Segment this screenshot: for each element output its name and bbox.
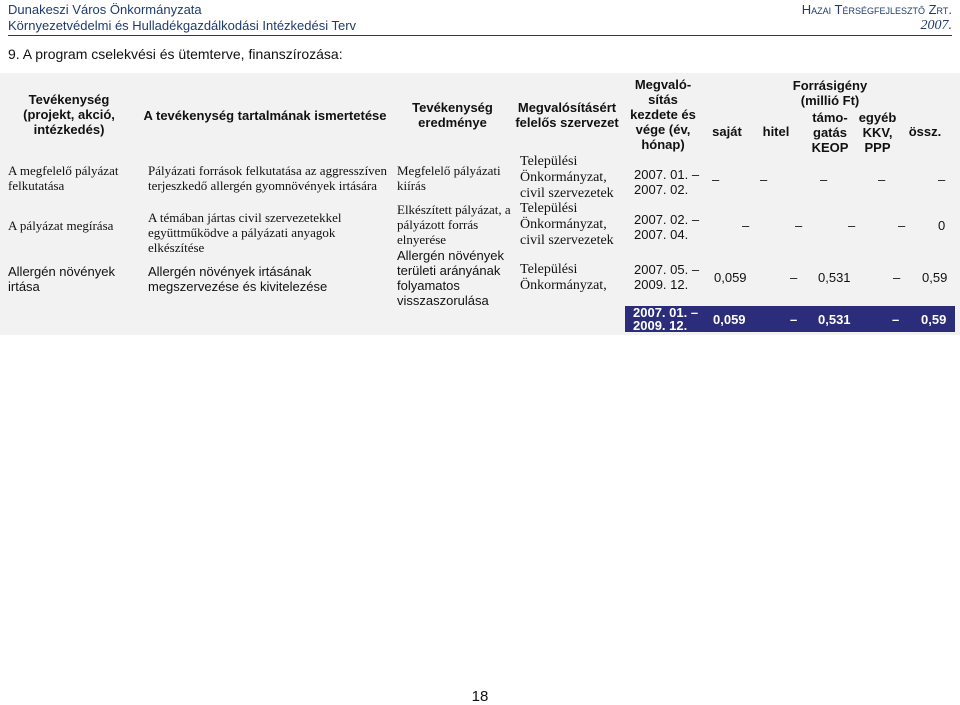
cell-line: visszaszorulása	[397, 293, 489, 308]
cell-line: 2007. 02.	[634, 182, 689, 197]
cell-line: civil szervezetek	[520, 186, 614, 201]
cell-line: 2009. 12.	[634, 277, 689, 292]
cell-line: 2007. 02. –	[634, 212, 700, 227]
section-title: 9. A program cselekvési és ütemterve, finanszírozása:	[8, 46, 343, 62]
table-row-3-result	[397, 248, 517, 308]
table-row-1-result	[397, 163, 512, 193]
cell-line: pályázott forrás	[397, 217, 479, 232]
cell-line: civil szervezetek	[520, 233, 614, 248]
cell-line: területi arányának	[397, 263, 501, 278]
header-plan: Környezetvédelmi és Hulladékgazdálkodási Intézkedési Terv	[8, 18, 357, 33]
table-row-1-responsible	[520, 154, 630, 202]
table-row-1-other: –	[878, 172, 886, 187]
table-row-3-loan: –	[790, 270, 798, 285]
page-header	[0, 0, 960, 36]
table-row-3-own: 0,059	[714, 270, 747, 285]
cell-line: irtása	[8, 279, 40, 294]
total-own: 0,059	[713, 312, 746, 327]
cell-line: felkutatása	[8, 178, 65, 193]
total-grant: 0,531	[818, 312, 851, 327]
col-header-funding-line: (millió Ft)	[800, 93, 860, 108]
col-header-result	[395, 100, 510, 130]
col-header-responsible-line: felelős szervezet	[515, 115, 619, 130]
cell-line: 2007. 04.	[634, 227, 689, 242]
col-header-result-line: Tevékenység	[412, 100, 493, 115]
col-header-description-line: A tevékenység tartalmának ismertetése	[143, 108, 387, 123]
col-header-timing-line: Megvaló-	[634, 77, 692, 92]
col-header-own: saját	[712, 124, 742, 139]
col-header-timing-line: kezdete és	[630, 107, 696, 122]
col-header-funding-line: Forrásigény	[792, 78, 868, 93]
cell-line: Önkormányzat,	[520, 170, 607, 185]
table-row-2-responsible	[520, 201, 630, 249]
table-row-3-activity	[8, 264, 138, 294]
col-header-activity	[4, 92, 134, 137]
cell-line: Megfelelő pályázati	[397, 163, 501, 178]
table-row-2-activity	[8, 218, 138, 233]
table-total-row	[625, 306, 955, 332]
col-header-other	[855, 110, 900, 155]
cell-line: A pályázat megírása	[8, 218, 114, 233]
table-row-3-other: –	[893, 270, 901, 285]
cell-line: elnyerése	[397, 232, 447, 247]
cell-line: 2007. 05. –	[634, 262, 700, 277]
page-number: 18	[471, 688, 489, 705]
col-header-description	[140, 108, 390, 123]
col-header-timing-line: hónap)	[641, 137, 685, 152]
cell-line: Allergén növények irtásának	[148, 264, 312, 279]
col-header-funding	[755, 78, 905, 108]
cell-line: A megfelelő pályázat	[8, 163, 119, 178]
table-row-3-timing	[634, 262, 714, 292]
table-row-1-loan: –	[760, 172, 768, 187]
col-header-loan: hitel	[762, 124, 790, 139]
table-row-1-timing	[634, 167, 714, 197]
col-header-other-line: egyéb	[858, 110, 897, 125]
col-header-responsible	[512, 100, 622, 130]
cell-line: 2007. 01. –	[634, 167, 700, 182]
table-row-2-other: –	[898, 218, 906, 233]
cell-line: Allergén növények	[8, 264, 115, 279]
cell-line: együttműködve a pályázati anyagok elkészítése	[148, 225, 336, 255]
total-loan: –	[790, 312, 798, 327]
table-row-3-total: 0,59	[922, 270, 948, 285]
table-row-1-total: –	[938, 172, 946, 187]
cell-line: terjeszkedő allergén gyomnövények irtására	[148, 178, 377, 193]
cell-line: megszervezése és kivitelezése	[148, 279, 328, 294]
col-header-other-line: KKV,	[862, 125, 893, 140]
table-row-1-activity	[8, 163, 138, 193]
cell-line: kiírás	[397, 178, 426, 193]
table-row-1-own: –	[712, 172, 720, 187]
col-header-activity-line: (projekt, akció,	[23, 107, 115, 122]
col-header-activity-line: Tevékenység	[28, 92, 110, 107]
cell-line: Települési	[520, 154, 578, 169]
table-row-3-responsible	[520, 262, 630, 294]
header-rule	[8, 35, 952, 36]
table-row-2-timing	[634, 212, 714, 242]
table-row-2-description	[148, 210, 393, 255]
cell-line: Elkészített pályázat, a	[397, 202, 511, 217]
table-row-2-total: 0	[938, 218, 946, 233]
col-header-grant	[805, 110, 855, 155]
table-row-2-result	[397, 202, 512, 247]
cell-line: Pályázati források felkutatása az aggresszíven	[148, 163, 387, 178]
cell-line: A témában jártas civil szervezetekkel	[148, 210, 342, 225]
col-header-activity-line: intézkedés)	[33, 122, 105, 137]
col-header-timing	[622, 77, 704, 152]
table-row-2-loan: –	[795, 218, 803, 233]
cell-line: folyamatos	[397, 278, 460, 293]
header-year: 2007.	[920, 18, 952, 33]
cell-line: Települési	[520, 262, 578, 277]
col-header-timing-line: sítás	[648, 92, 678, 107]
total-other: –	[892, 312, 900, 327]
col-header-grant-line: támo-	[812, 110, 848, 125]
table-row-3-description	[148, 264, 393, 294]
cell-line: Allergén növények	[397, 248, 504, 263]
cell-line: Önkormányzat,	[520, 278, 607, 293]
cell-line: 2009. 12.	[633, 318, 688, 333]
col-header-responsible-line: Megvalósításért	[517, 100, 617, 115]
table-row-1-grant: –	[820, 172, 828, 187]
col-header-timing-line: vége (év,	[635, 122, 691, 137]
table-row-2-grant: –	[848, 218, 856, 233]
table-row-2-own: –	[742, 218, 750, 233]
col-header-result-line: eredménye	[418, 115, 487, 130]
col-header-grant-line: KEOP	[811, 140, 849, 155]
table-row-1-description	[148, 163, 393, 193]
header-company: Hazai Térségfejlesztő Zrt.	[801, 2, 952, 17]
col-header-total: össz.	[908, 124, 942, 139]
cell-line: Önkormányzat,	[520, 217, 607, 232]
total-total: 0,59	[921, 312, 947, 327]
cell-line: 2007. 01. –	[633, 305, 699, 320]
total-timing	[633, 306, 713, 332]
col-header-grant-line: gatás	[813, 125, 847, 140]
header-org: Dunakeszi Város Önkormányzata	[8, 2, 202, 17]
cell-line: Települési	[520, 201, 578, 216]
col-header-other-line: PPP	[864, 140, 891, 155]
table-row-3-grant: 0,531	[818, 270, 851, 285]
